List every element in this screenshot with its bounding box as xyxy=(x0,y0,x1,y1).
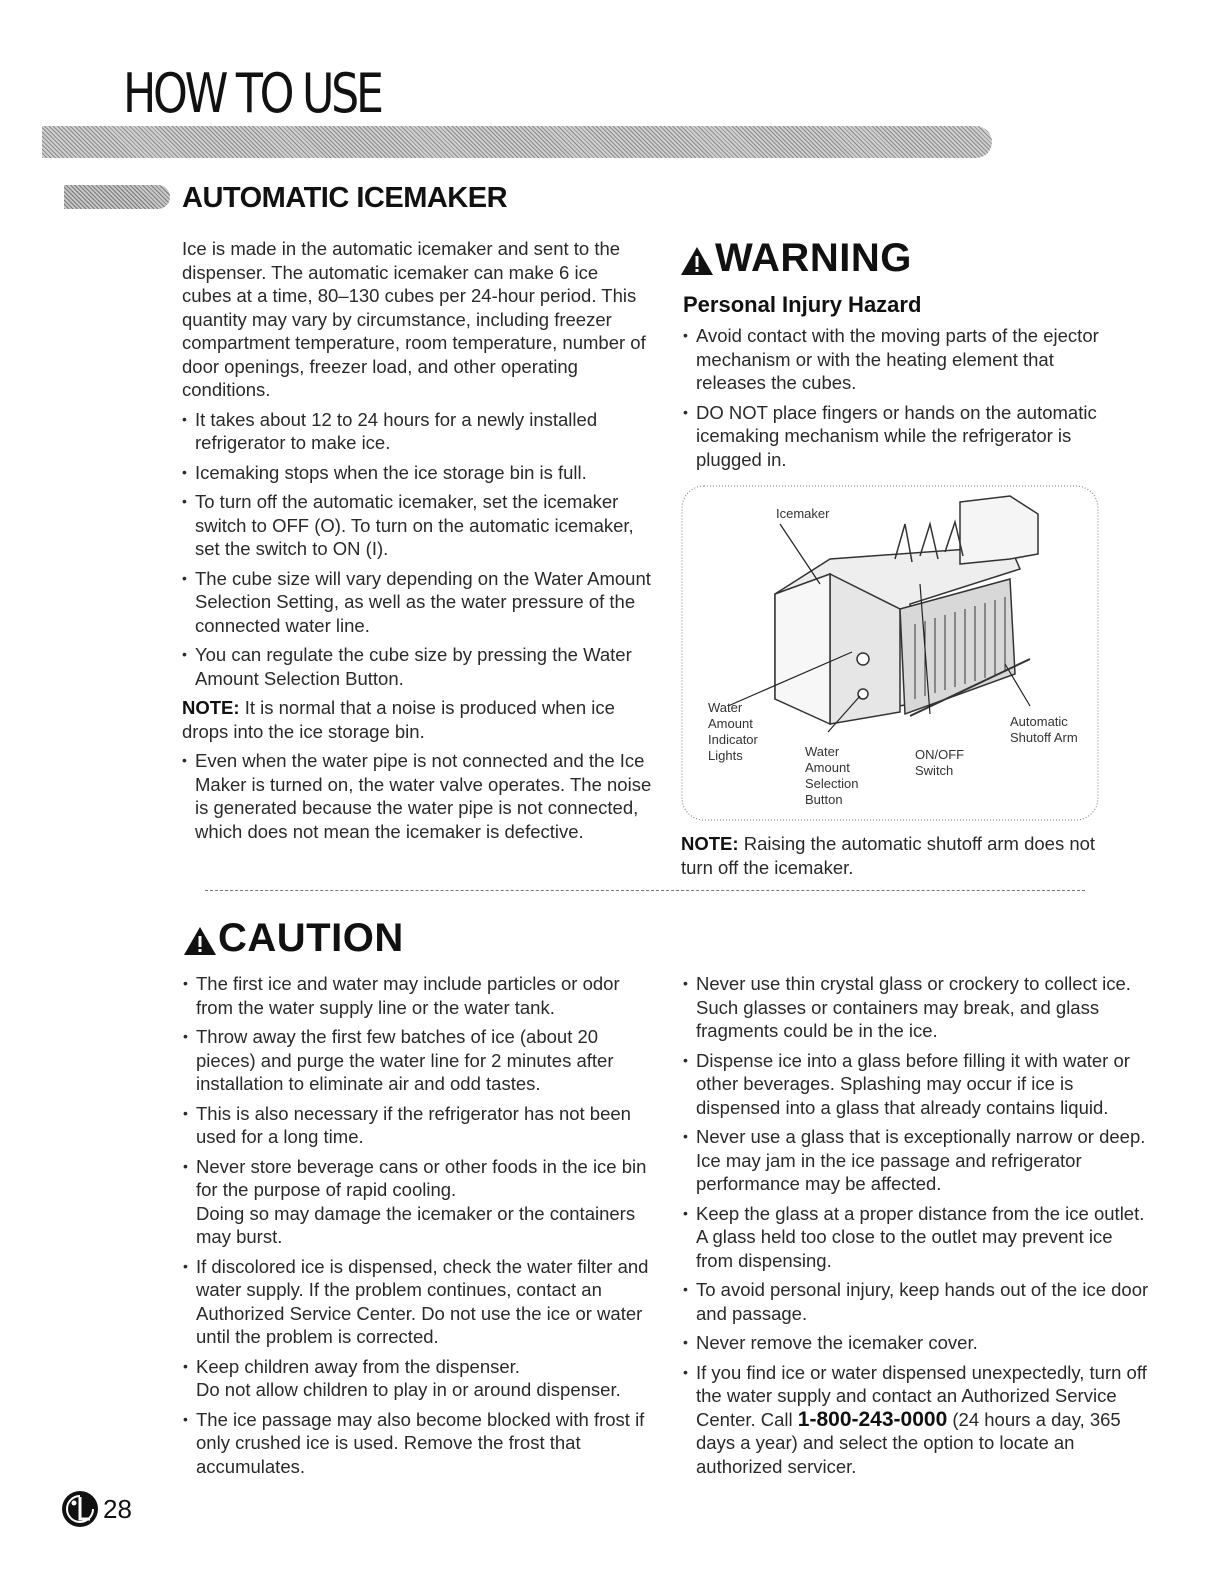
divider xyxy=(205,890,1085,891)
diagram-note xyxy=(681,832,1111,879)
list-item: • DO NOT place fingers or hands on the automatic icemaking mechanism while the refrigerator is plugged in. xyxy=(683,401,1123,472)
note-label: NOTE: xyxy=(182,697,240,718)
list-item: • This is also necessary if the refrigerator has not been used for a long time. xyxy=(183,1102,658,1149)
label-water-lights: Water Amount Indicator Lights xyxy=(708,700,758,763)
note-label: NOTE: xyxy=(681,833,739,854)
caution-left-list xyxy=(183,972,658,1484)
list-item: • Dispense ice into a glass before filling it with water or other beverages. Splashing may occur if ice is dispensed into a glass that already contains liquid. xyxy=(683,1049,1153,1120)
warning-text: WARNING xyxy=(715,236,912,280)
warning-list xyxy=(683,324,1123,477)
list-item: • You can regulate the cube size by pressing the Water Amount Selection Button. xyxy=(182,643,652,690)
icemaker-illustration xyxy=(775,496,1038,724)
section-title: AUTOMATIC ICEMAKER xyxy=(182,182,508,214)
list-item: • It takes about 12 to 24 hours for a newly installed refrigerator to make ice. xyxy=(182,408,652,455)
list-item: • To avoid personal injury, keep hands out of the ice door and passage. xyxy=(683,1278,1153,1325)
list-item: • Throw away the first few batches of ice (about 20 pieces) and purge the water line for 2 minutes after installation to eliminate air and odd tastes. xyxy=(183,1025,658,1096)
list-item: • To turn off the automatic icemaker, set the icemaker switch to OFF (O). To turn on the automatic icemaker, set the switch to ON (I). xyxy=(182,490,652,561)
left-column xyxy=(182,237,652,849)
warning-subheading: Personal Injury Hazard xyxy=(683,292,922,317)
list-item: • The cube size will vary depending on the Water Amount Selection Setting, as well as the water pressure of the connected water line. xyxy=(182,567,652,638)
icemaker-bullets xyxy=(182,408,652,691)
warning-heading xyxy=(680,236,912,281)
list-item: • Never remove the icemaker cover. xyxy=(683,1331,1153,1355)
lg-logo-icon xyxy=(60,1489,100,1529)
list-item: • If you find ice or water dispensed unexpectedly, turn off the water supply and contact an Authorized Service Center. Call 1-800-243-0000 (24 hours a day, 365 days a year) and select the option to locate an authorized servicer. xyxy=(683,1361,1153,1479)
header-bar xyxy=(42,126,992,158)
icemaker-bullets-2 xyxy=(182,749,652,843)
caution-text: CAUTION xyxy=(218,916,404,960)
list-item: • Never use thin crystal glass or crockery to collect ice. Such glasses or containers may break, and glass fragments could be in the ice. xyxy=(683,972,1153,1043)
list-item: • Icemaking stops when the ice storage bin is full. xyxy=(182,461,652,485)
noise-note xyxy=(182,696,652,743)
label-switch: ON/OFF Switch xyxy=(915,747,965,778)
list-item: • Keep the glass at a proper distance from the ice outlet. A glass held too close to the outlet may prevent ice from dispensing. xyxy=(683,1202,1153,1273)
list-item: • If discolored ice is dispensed, check the water filter and water supply. If the problem continues, contact an Authorized Service Center. Do not use the ice or water until the problem is corrected. xyxy=(183,1255,658,1349)
icemaker-diagram xyxy=(680,484,1100,822)
caution-heading xyxy=(183,916,404,961)
note-text: It is normal that a noise is produced when ice drops into the ice storage bin. xyxy=(182,697,615,742)
caution-triangle-icon xyxy=(183,926,217,956)
page-header-title: HOW TO USE xyxy=(123,62,381,125)
intro-paragraph: Ice is made in the automatic icemaker and sent to the dispenser. The automatic icemaker can make 6 ice cubes at a time, 80–130 cubes per 24-hour period. This quantity may vary by circumstance, including freezer compartment temperature, room temperature, number of door openings, freezer load, and other operating conditions. xyxy=(182,238,646,400)
caution-right-list xyxy=(683,972,1153,1484)
warning-triangle-icon xyxy=(680,246,714,276)
list-item: • Avoid contact with the moving parts of the ejector mechanism or with the heating element that releases the cubes. xyxy=(683,324,1123,395)
list-item: • The ice passage may also become blocked with frost if only crushed ice is used. Remove the frost that accumulates. xyxy=(183,1408,658,1479)
list-item: • Never store beverage cans or other foods in the ice bin for the purpose of rapid cooling. Doing so may damage the icemaker or the containers may burst. xyxy=(183,1155,658,1249)
label-shutoff: Automatic Shutoff Arm xyxy=(1010,714,1078,745)
list-item: • Even when the water pipe is not connected and the Ice Maker is turned on, the water valve operates. The noise is generated because the water pipe is not connected, which does not mean the icemaker is defective. xyxy=(182,749,652,843)
list-item: • The first ice and water may include particles or odor from the water supply line or the water tank. xyxy=(183,972,658,1019)
service-phone: 1-800-243-0000 xyxy=(797,1407,948,1431)
list-item: • Never use a glass that is exceptionally narrow or deep. Ice may jam in the ice passage and refrigerator performance may be affected. xyxy=(683,1125,1153,1196)
note-text: Raising the automatic shutoff arm does not turn off the icemaker. xyxy=(681,833,1096,878)
list-item: • Keep children away from the dispenser. Do not allow children to play in or around dispenser. xyxy=(183,1355,658,1402)
label-water-button: Water Amount Selection Button xyxy=(805,744,859,807)
label-icemaker: Icemaker xyxy=(776,506,830,521)
section-marker xyxy=(64,185,170,209)
page-number: 28 xyxy=(103,1494,132,1524)
